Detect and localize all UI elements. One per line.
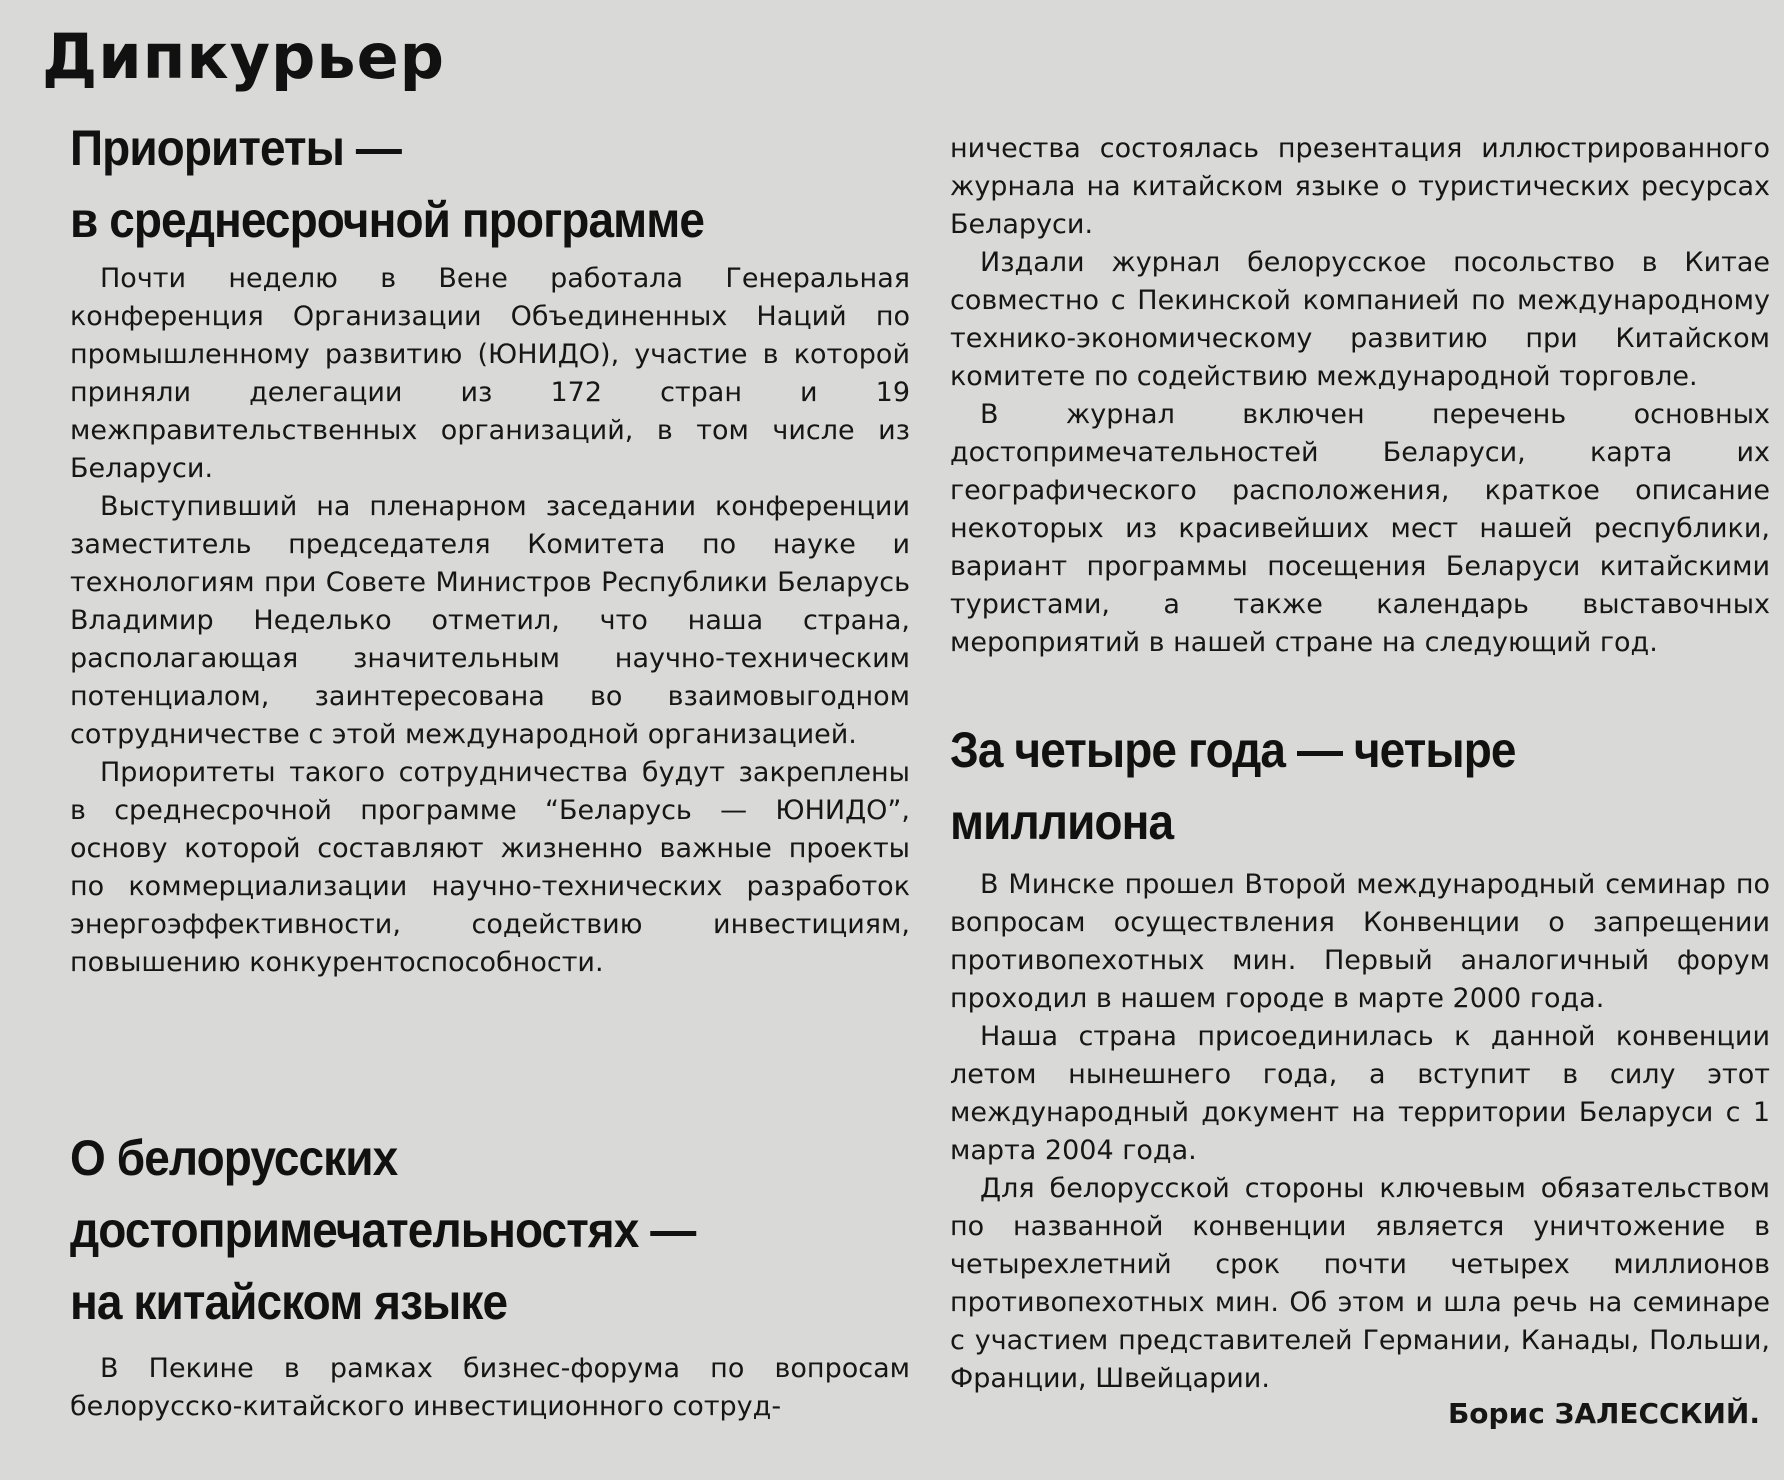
article2-headline-line-1: О белорусских [70,1130,398,1186]
article3-paragraph: В Минске прошел Второй международный семинар по вопросам осуществления Конвенции о запрещении противопехотных мин. Первый аналогичный форум проходил в нашем городе в марте 2000 года. [950,869,1770,1014]
article2-paragraph: В журнал включен перечень основных достопримечательностей Беларуси, карта их географического расположения, краткое описание некоторых из красивейших мест нашей республики, вариант программы посещения Беларуси китайскими туристами, а также календарь выставочных мероприятий в нашей стране на следующий год. [950,399,1770,658]
article3-byline: Борис ЗАЛЕССКИЙ. [1447,1397,1760,1430]
article1-headline-line-1: Приоритеты — [70,120,401,176]
article2-body-continued [950,130,1770,662]
article1-body [70,260,910,982]
article1-paragraph: Почти неделю в Вене работала Генеральная конференция Организации Объединенных Наций по промышленному развитию (ЮНИДО), участие в которой приняли делегации из 172 стран и 19 межправительственных организаций, в том числе из Беларуси. [70,263,910,484]
article1-paragraph: Приоритеты такого сотрудничества будут закреплены в среднесрочной программе “Беларусь — ЮНИДО”, основу которой составляют жизненно важные проекты по коммерциализации научно-технических разработок энергоэффективности, содействию инвестициям, повышению конкурентоспособности. [70,757,910,978]
article3-body [950,866,1770,1398]
article2-paragraph: Издали журнал белорусское посольство в Китае совместно с Пекинской компанией по международному технико-экономическому развитию при Китайском комитете по содействию международной торговле. [950,247,1770,392]
article3-headline-line-2: миллиона [950,794,1174,850]
article1-headline-line-2: в среднесрочной программе [70,192,705,248]
article3-paragraph: Наша страна присоединилась к данной конвенции летом нынешнего года, а вступит в силу этот международный документ на территории Беларуси с 1 марта 2004 года. [950,1021,1770,1166]
article2-body-start [70,1350,910,1426]
article2-headline-line-2: достопримечательностях — [70,1202,696,1258]
article2-paragraph-start: В Пекине в рамках бизнес-форума по вопросам белорусско-китайского инвестиционного сотруд- [70,1353,910,1422]
article3-headline-line-1: За четыре года — четыре [950,722,1516,778]
rubric-title: Дипкурьер [42,20,446,93]
article3-paragraph: Для белорусской стороны ключевым обязательством по названной конвенции является уничтожение в четырехлетний срок почти четырех миллионов противопехотных мин. Об этом и шла речь на семинаре с участием представителей Германии, Канады, Польши, Франции, Швейцарии. [950,1173,1770,1394]
article2-paragraph-continued: ничества состоялась презентация иллюстрированного журнала на китайском языке о туристических ресурсах Беларуси. [950,133,1770,240]
article1-paragraph: Выступивший на пленарном заседании конференции заместитель председателя Комитета по науке и технологиям при Совете Министров Республики Беларусь Владимир Неделько отметил, что наша страна, располагающая значительным научно-техническим потенциалом, заинтересована во взаимовыгодном сотрудничестве с этой международной организацией. [70,491,910,750]
article2-headline-line-3: на китайском языке [70,1274,508,1330]
